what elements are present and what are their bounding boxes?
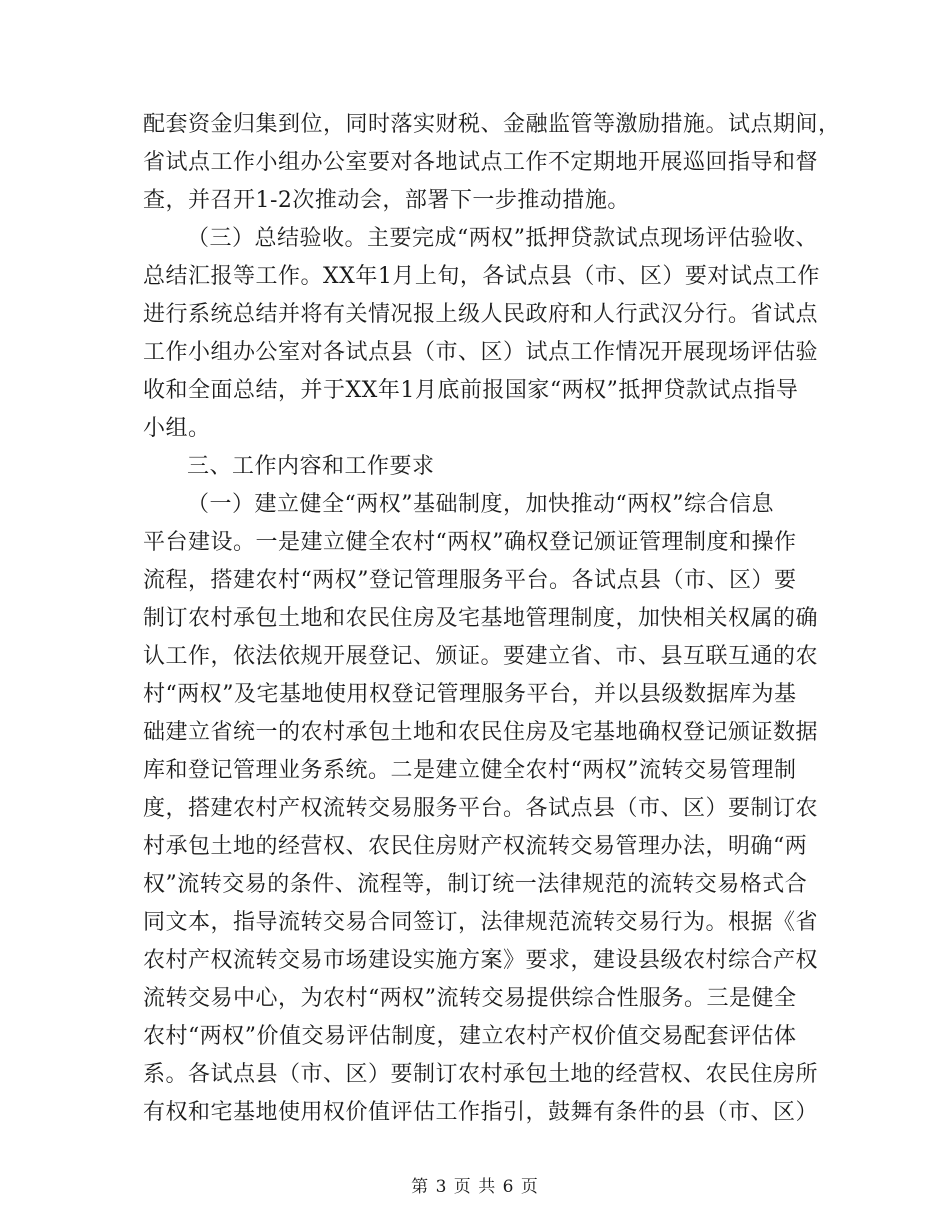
text-line: 础建立省统一的农村承包土地和农民住房及宅基地确权登记颁证数据: [143, 720, 819, 745]
text-line: 村“两权”及宅基地使用权登记管理服务平台，并以县级数据库为基: [143, 682, 797, 707]
text-line: （一）建立健全“两权”基础制度，加快推动“两权”综合信息: [187, 492, 774, 517]
text-line: 系。各试点县（市、区）要制订农村承包土地的经营权、农民住房所: [143, 1062, 819, 1087]
text-line: 流转交易中心，为农村“两权”流转交易提供综合性服务。三是健全: [143, 986, 797, 1011]
text-line: 小组。: [143, 416, 211, 441]
text-line: 村承包土地的经营权、农民住房财产权流转交易管理办法，明确“两: [143, 834, 808, 859]
text-line: 总结汇报等工作。XX年1月上旬，各试点县（市、区）要对试点工作: [143, 264, 820, 289]
text-line: 农村“两权”价值交易评估制度，建立农村产权价值交易配套评估体: [143, 1024, 797, 1049]
text-line: 查，并召开1-2次推动会，部署下一步推动措施。: [143, 188, 630, 213]
text-line: 工作小组办公室对各试点县（市、区）试点工作情况开展现场评估验: [143, 340, 819, 365]
page-footer: 第 3 页 共 6 页: [411, 1177, 539, 1197]
text-line: 平台建设。一是建立健全农村“两权”确权登记颁证管理制度和操作: [143, 530, 797, 555]
text-line: 同文本，指导流转交易合同签订，法律规范流转交易行为。根据《省: [143, 910, 819, 935]
text-line: 有权和宅基地使用权价值评估工作指引，鼓舞有条件的县（市、区）: [143, 1100, 819, 1125]
text-line: 农村产权流转交易市场建设实施方案》要求，建设县级农村综合产权: [143, 948, 819, 973]
text-line: 配套资金归集到位，同时落实财税、金融监管等激励措施。试点期间，: [143, 112, 841, 137]
text-line: 收和全面总结，并于XX年1月底前报国家“两权”抵押贷款试点指导: [143, 378, 799, 403]
text-line: 度，搭建农村产权流转交易服务平台。各试点县（市、区）要制订农: [143, 796, 819, 821]
document-body: [143, 106, 841, 1132]
text-line: 认工作，依法依规开展登记、颁证。要建立省、市、县互联互通的农: [143, 644, 819, 669]
text-line: 库和登记管理业务系统。二是建立健全农村“两权”流转交易管理制: [143, 758, 797, 783]
text-line: （三）总结验收。主要完成“两权”抵押贷款试点现场评估验收、: [187, 226, 818, 251]
text-line: 三、工作内容和工作要求: [187, 454, 435, 479]
text-line: 制订农村承包土地和农民住房及宅基地管理制度，加快相关权属的确: [143, 606, 819, 631]
text-line: 权”流转交易的条件、流程等，制订统一法律规范的流转交易格式合: [143, 872, 808, 897]
text-line: 省试点工作小组办公室要对各地试点工作不定期地开展巡回指导和督: [143, 150, 819, 175]
text-line: 进行系统总结并将有关情况报上级人民政府和人行武汉分行。省试点: [143, 302, 819, 327]
text-line: 流程，搭建农村“两权”登记管理服务平台。各试点县（市、区）要: [143, 568, 797, 593]
